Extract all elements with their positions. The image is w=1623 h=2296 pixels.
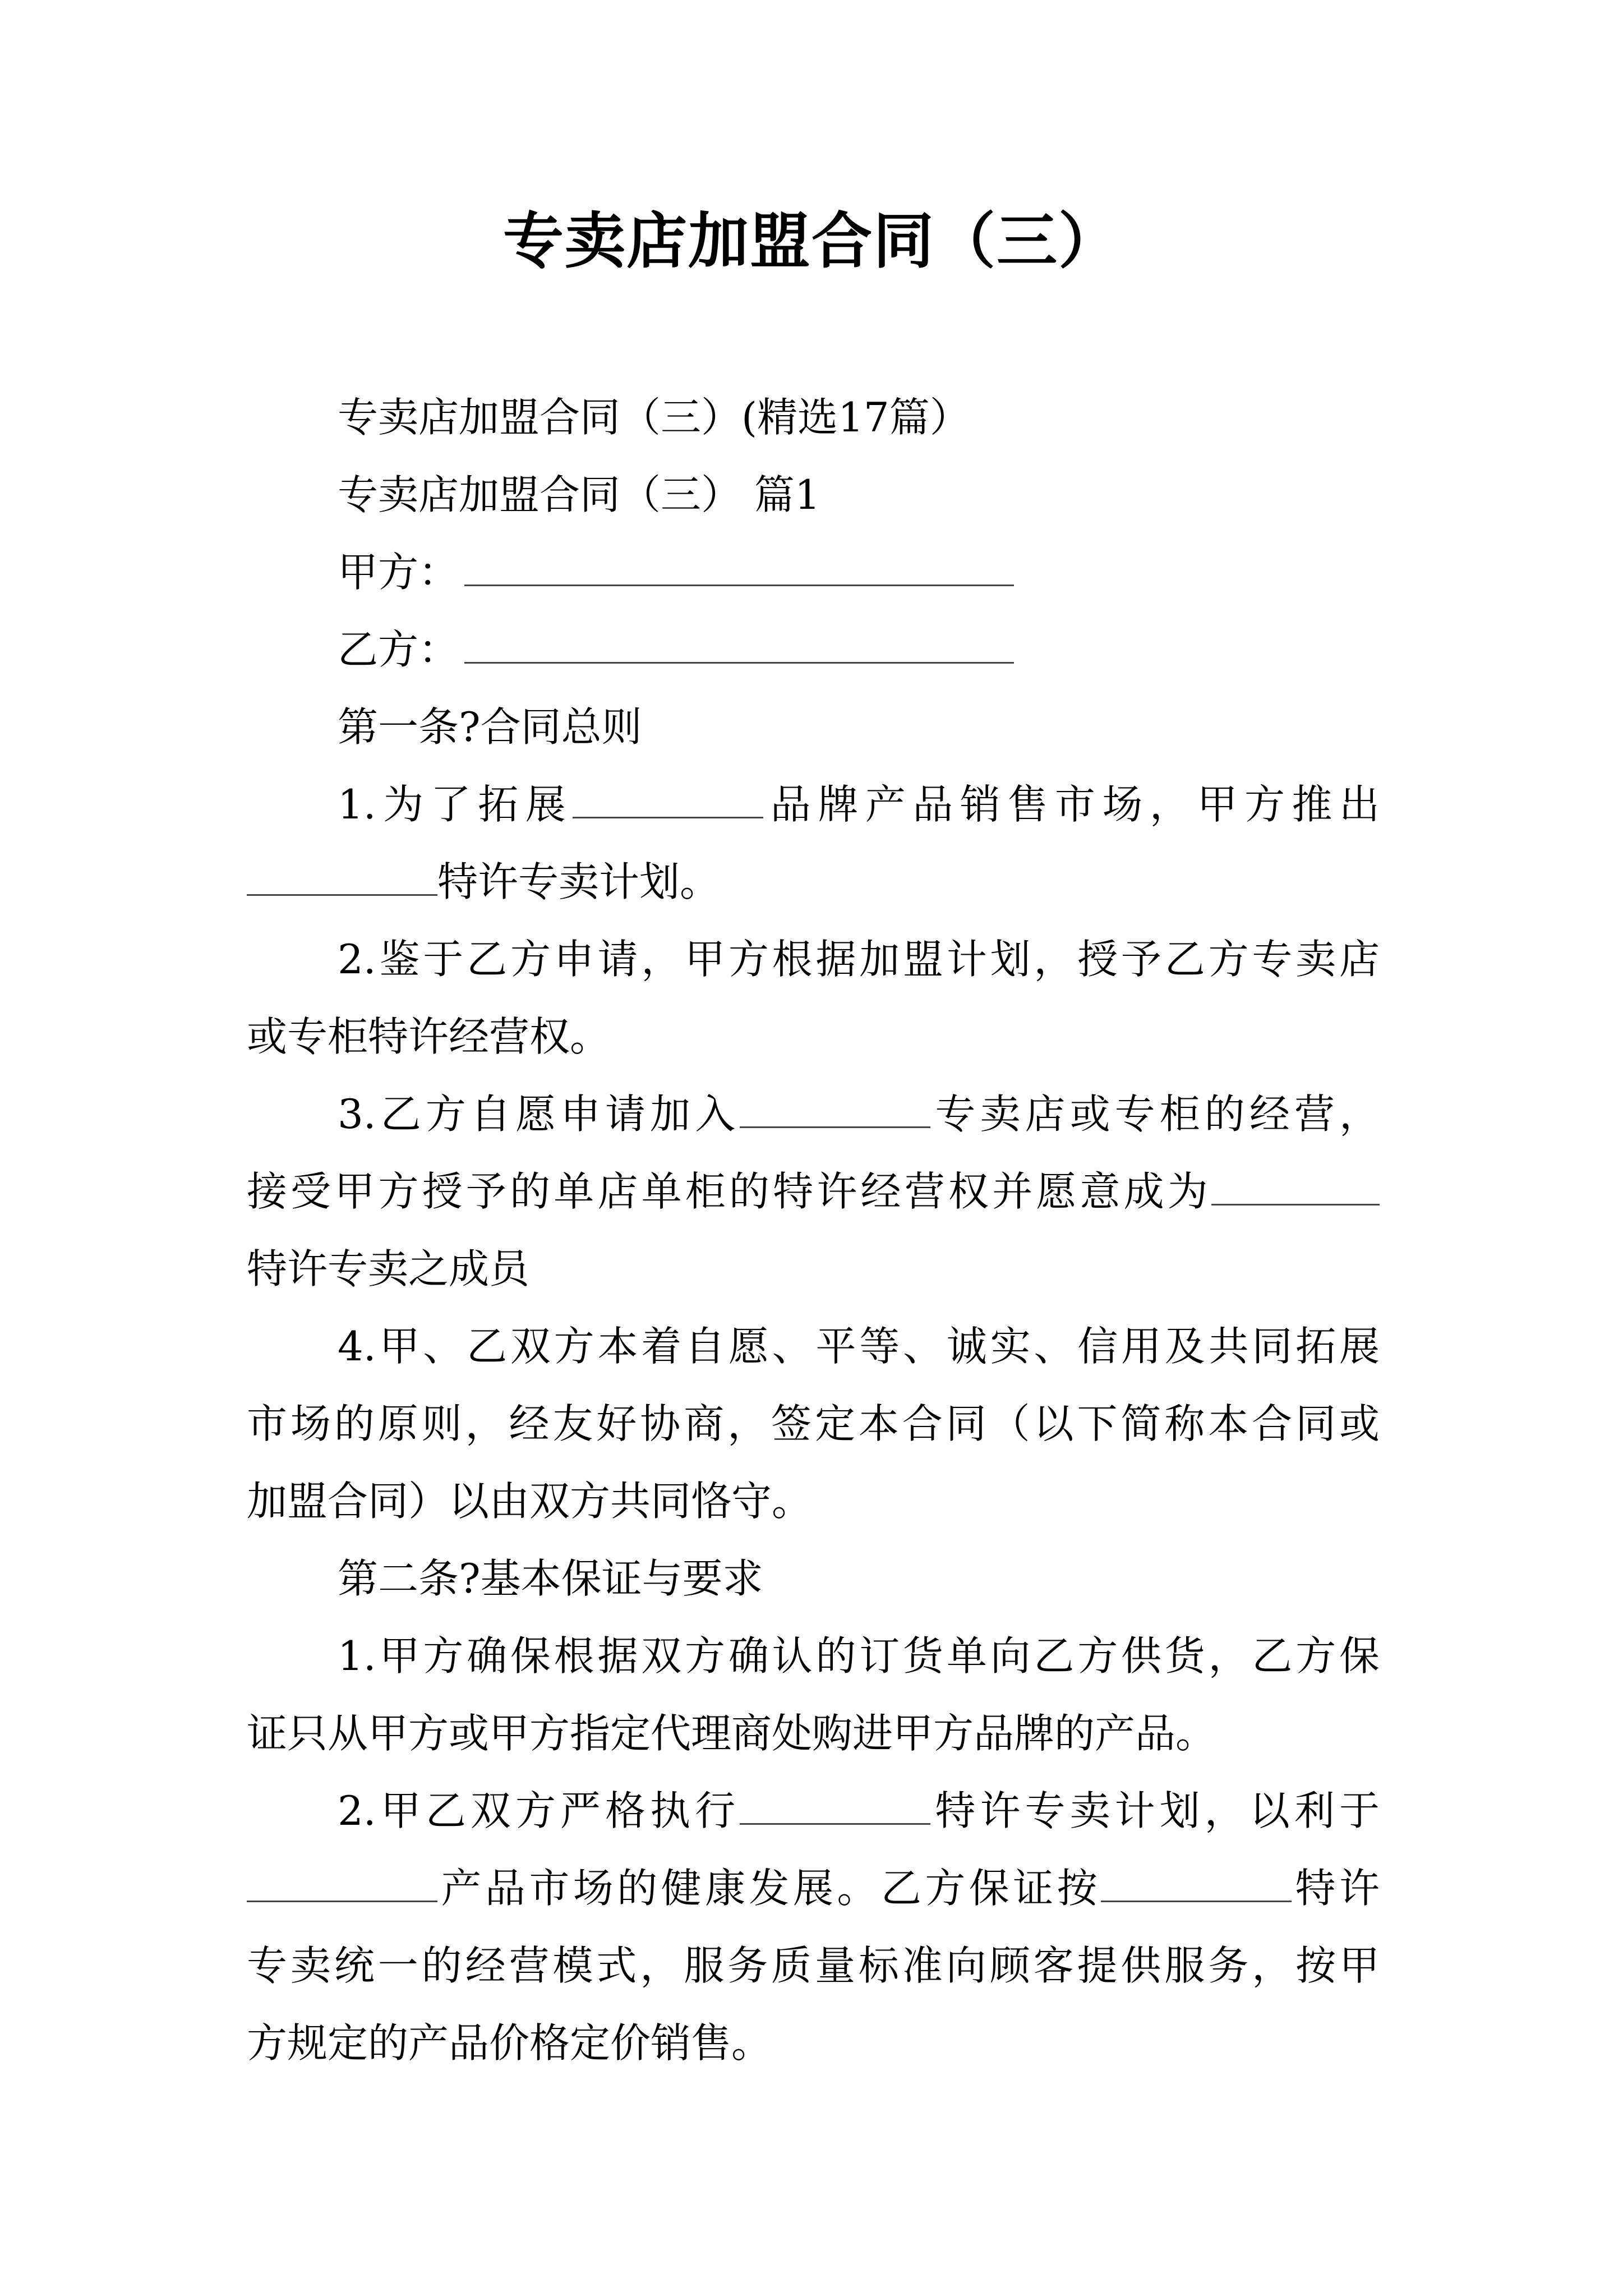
subtitle-line [247, 379, 1380, 456]
article2-heading-line [247, 1540, 1380, 1617]
article1-item4-line2 [247, 1385, 1380, 1462]
article2-item2-text-b: 特许专卖计划，以利于 [930, 1787, 1380, 1834]
article2-item2-text-f: 方规定的产品价格定价销售。 [247, 2019, 772, 2067]
party-a-blank [464, 562, 1014, 586]
subtitle: 专卖店加盟合同（三）(精选17篇） [338, 394, 970, 441]
article2-item2-text-a: 2.甲乙双方严格执行 [338, 1787, 740, 1834]
brand-blank-2 [247, 872, 437, 896]
article2-item2-text-e: 专卖统一的经营模式，服务质量标准向顾客提供服务，按甲 [247, 1942, 1380, 1989]
article1-item2-line1 [247, 921, 1380, 998]
article1-item4-text-a: 4.甲、乙双方本着自愿、平等、诚实、信用及共同拓展 [338, 1323, 1380, 1370]
article1-heading: 第一条?合同总则 [338, 703, 642, 751]
article1-item3-text-d: 特许专卖之成员 [247, 1245, 530, 1292]
article1-item1-line1 [247, 766, 1380, 843]
party-a-label: 甲方： [338, 549, 459, 596]
article1-item2-line2 [247, 998, 1380, 1075]
article2-item1-line1 [247, 1617, 1380, 1695]
article2-item2-line4 [247, 2004, 1380, 2082]
brand-blank-3 [740, 1104, 930, 1128]
article1-item4-text-c: 加盟合同）以由双方共同恪守。 [247, 1478, 813, 1525]
article2-item2-text-d: 特许 [1292, 1865, 1380, 1912]
article1-heading-line [247, 688, 1380, 766]
article1-item4-text-b: 市场的原则，经友好协商，签定本合同（以下简称本合同或 [247, 1400, 1380, 1447]
party-a-line [247, 533, 1380, 611]
section-heading: 专卖店加盟合同（三） 篇1 [338, 471, 820, 518]
brand-blank-4 [1211, 1181, 1380, 1205]
article1-item3-text-c: 接受甲方授予的单店单柜的特许经营权并愿意成为 [247, 1168, 1211, 1215]
section-heading-line [247, 456, 1380, 533]
article1-item3-line2 [247, 1153, 1380, 1230]
article2-item2-line1 [247, 1772, 1380, 1849]
brand-blank-5 [740, 1801, 930, 1825]
article2-item1-line2 [247, 1695, 1380, 1772]
article1-item2-text-a: 2.鉴于乙方申请，甲方根据加盟计划，授予乙方专卖店 [338, 936, 1380, 983]
article1-item1-text-a: 1.为了拓展 [338, 781, 573, 828]
brand-blank-7 [1101, 1878, 1292, 1902]
article1-item3-line1 [247, 1075, 1380, 1153]
article1-item1-text-c: 特许专卖计划。 [437, 858, 721, 905]
brand-blank-1 [573, 794, 763, 818]
article1-item2-text-b: 或专柜特许经营权。 [247, 1013, 611, 1060]
party-b-label: 乙方： [338, 626, 459, 673]
document-title: 专卖店加盟合同（三） [502, 206, 1120, 277]
article2-heading: 第二条?基本保证与要求 [338, 1555, 763, 1602]
article2-item1-text-b: 证只从甲方或甲方指定代理商处购进甲方品牌的产品。 [247, 1710, 1216, 1757]
brand-blank-6 [247, 1878, 437, 1902]
party-b-line [247, 611, 1380, 688]
party-b-blank [464, 639, 1014, 664]
article2-item2-text-c: 产品市场的健康发展。乙方保证按 [437, 1865, 1101, 1912]
article1-item1-line2 [247, 843, 1380, 921]
document-body [247, 379, 1380, 2082]
article2-item2-line2 [247, 1849, 1380, 1927]
article1-item4-line1 [247, 1308, 1380, 1385]
article2-item1-text-a: 1.甲方确保根据双方确认的订货单向乙方供货，乙方保 [338, 1632, 1380, 1680]
article1-item3-line3 [247, 1230, 1380, 1308]
article1-item4-line3 [247, 1462, 1380, 1540]
article2-item2-line3 [247, 1927, 1380, 2004]
article1-item3-text-a: 3.乙方自愿申请加入 [338, 1091, 740, 1138]
article1-item1-text-b: 品牌产品销售市场，甲方推出 [763, 781, 1380, 828]
article1-item3-text-b: 专卖店或专柜的经营， [930, 1091, 1380, 1138]
